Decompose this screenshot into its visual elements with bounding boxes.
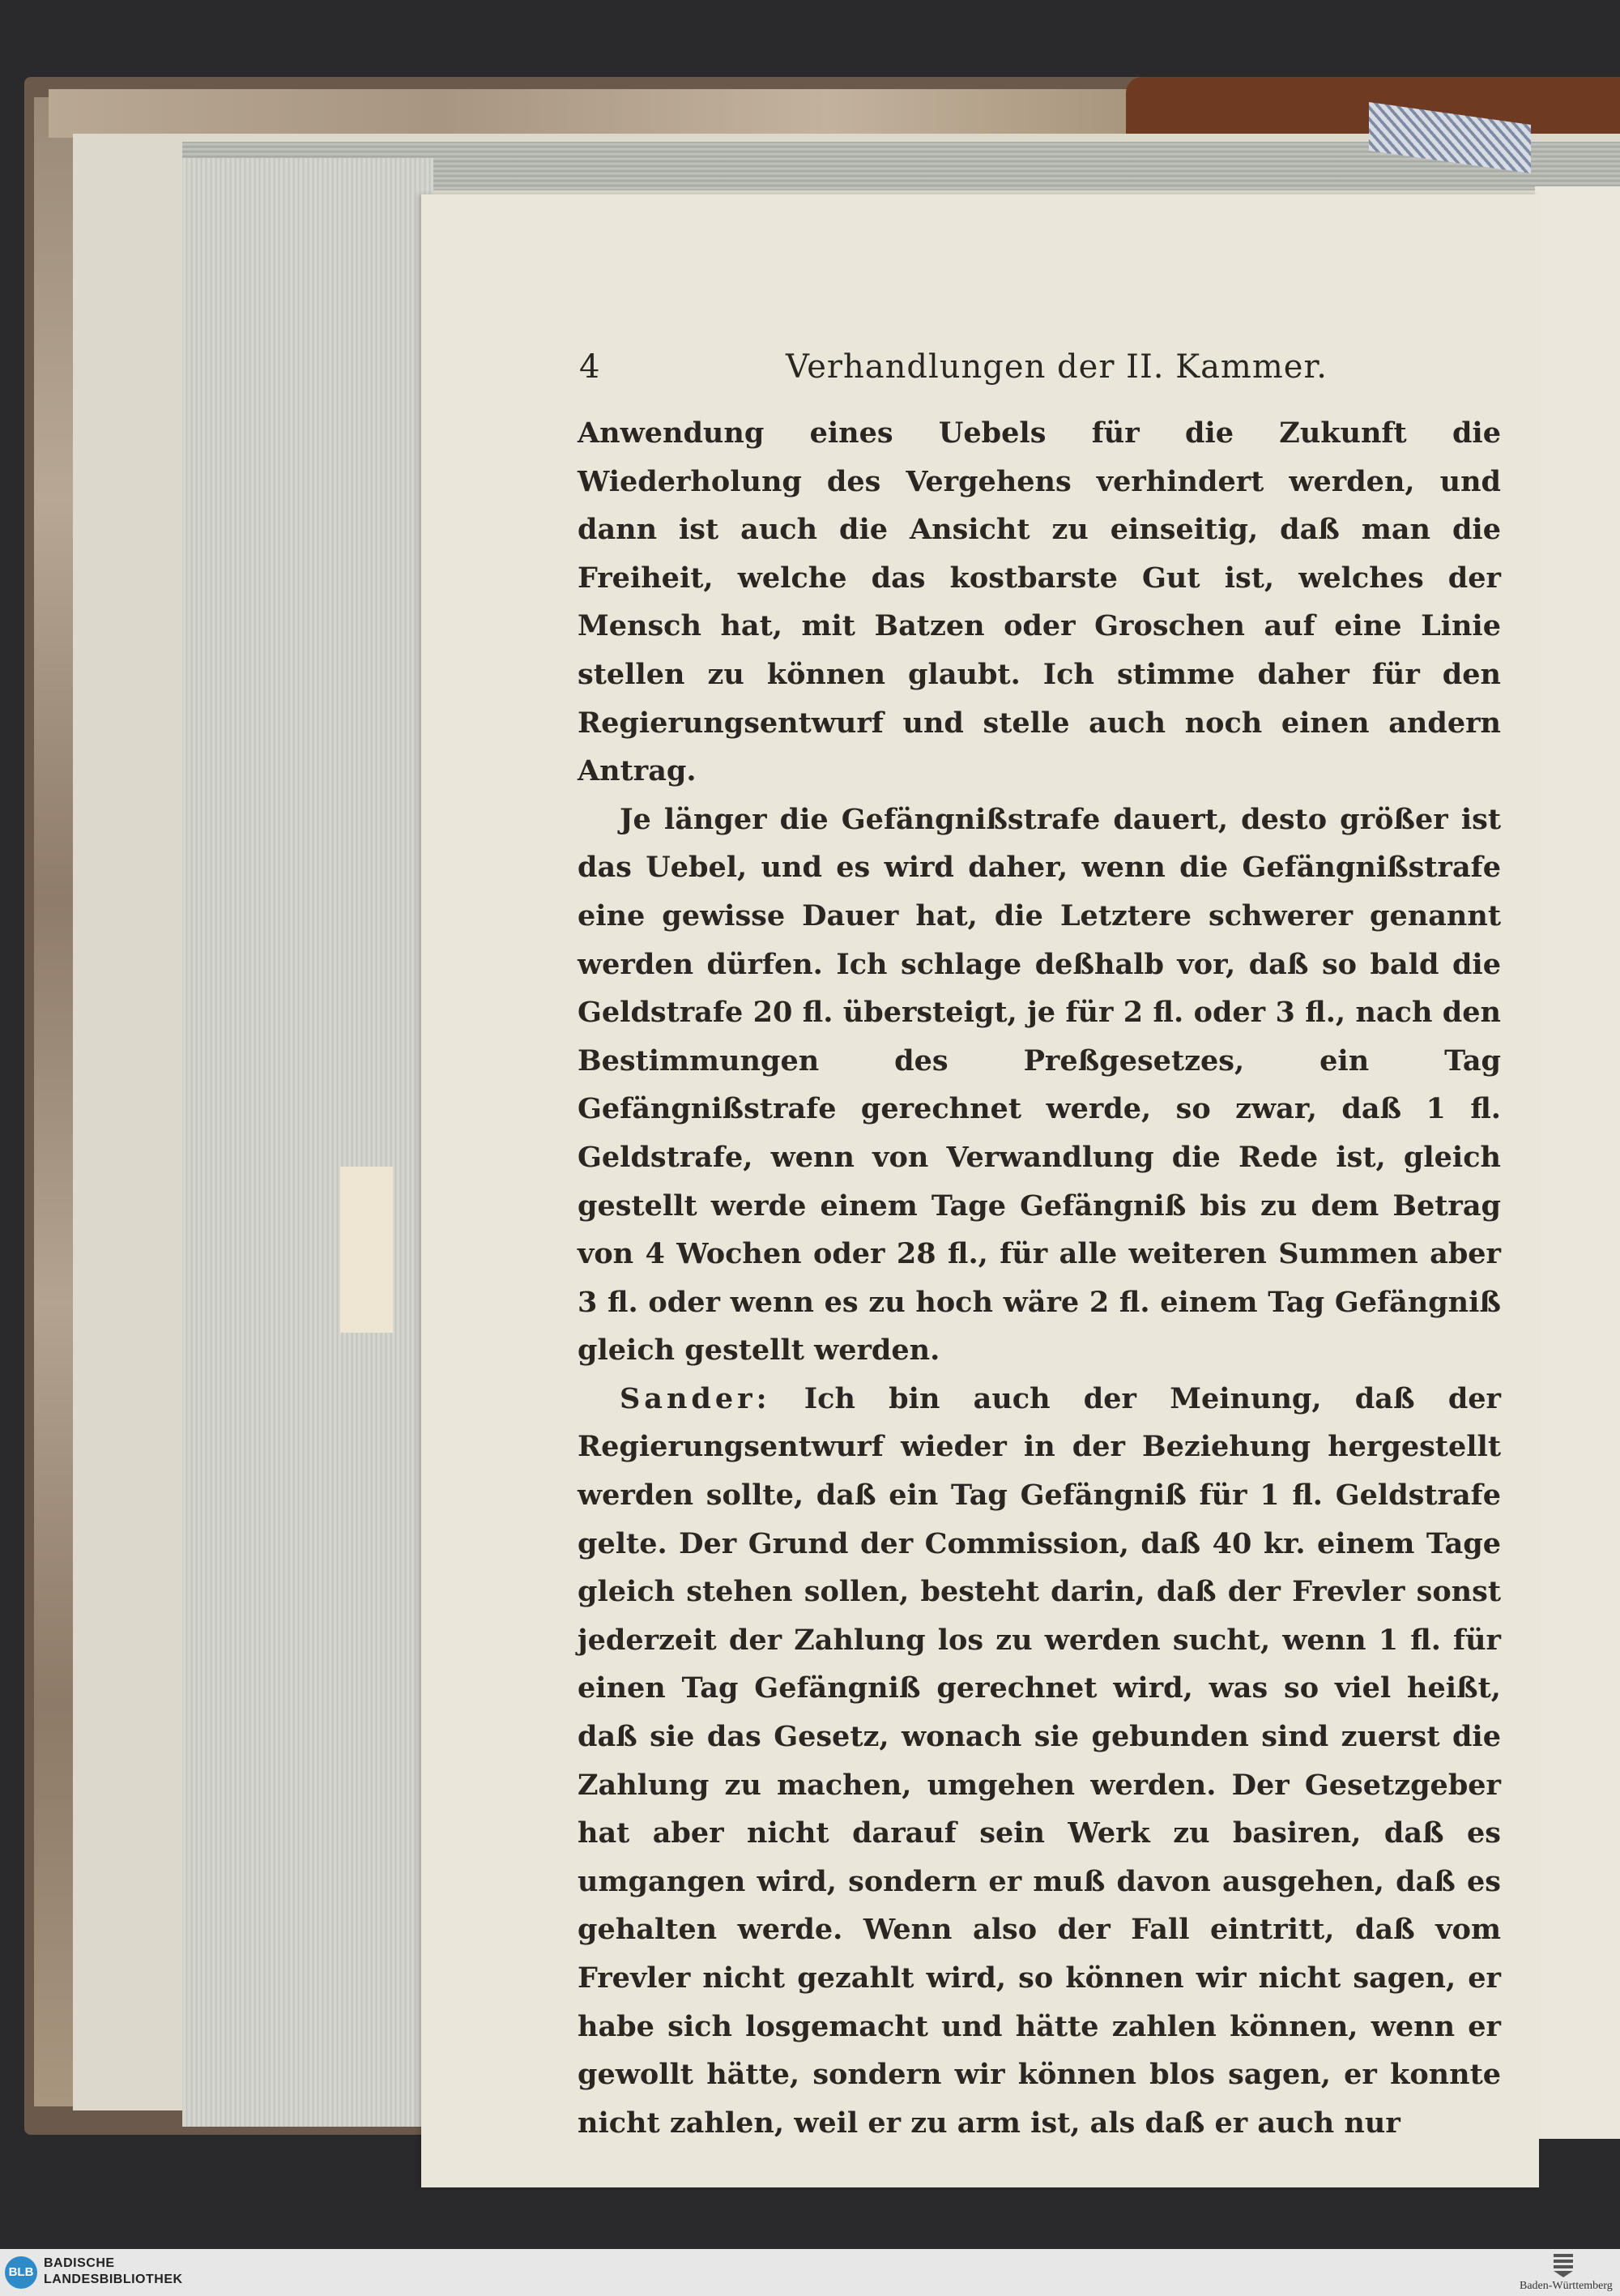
library-name: [44, 2255, 183, 2288]
body-text: [578, 409, 1501, 2147]
book-page: [421, 194, 1539, 2187]
library-line: LANDESBIBLIOTHEK: [44, 2273, 183, 2286]
paragraph-text: Je länger die Gefängnißstrafe dauert, desto größer ist das Uebel, und es wird daher, wenn die Gefängnißstrafe eine gewisse Dauer hat, die Letztere schwerer genannt werden dürfen. Ich schlage deßhalb vor, daß so bald die Geldstrafe 20 fl. übersteigt, je für 2 fl. oder 3 fl., nach den Bestimmungen des Preßgesetzes, ein Tag Gefängnißstrafe gerechnet werde, so zwar, daß 1 fl. Geldstrafe, wenn von Verwandlung die Rede ist, gleich gestellt werde einem Tage Gefängniß bis zu dem Betrag von 4 Wochen oder 28 fl., für alle weiteren Summen aber 3 fl. oder wenn es zu hoch wäre 2 fl. einem Tag Gefängniß gleich gestellt werden.: [578, 802, 1501, 1368]
page-number: 4: [579, 348, 600, 386]
library-line: BADISCHE: [44, 2256, 115, 2270]
region-label: Baden-Württemberg: [1520, 2280, 1613, 2292]
marbled-cover-top: [49, 89, 1215, 138]
paragraph: [578, 796, 1501, 1375]
speaker-name: Sander:: [620, 1381, 771, 1415]
paragraph: [578, 1375, 1501, 2148]
facing-page: [1535, 186, 1620, 2139]
paragraph-text: Anwendung eines Uebels für die Zukunft die Wiederholung des Vergehens verhindert werden, und dann ist auch die Ansicht zu einseitig, daß man die Freiheit, welche das kostbarste Gut ist, welches der Mensch hat, mit Batzen oder Groschen auf eine Linie stellen zu können glaubt. Ich stimme daher für den Regierungsentwurf und stelle auch noch einen andern Antrag.: [578, 416, 1501, 788]
crest-icon: [1551, 2252, 1575, 2278]
running-title: Verhandlungen der II. Kammer.: [786, 348, 1328, 386]
footer-bar: [0, 2249, 1620, 2296]
running-head: [421, 348, 1539, 397]
blb-logo[interactable]: BLB: [5, 2256, 37, 2289]
page-stack-left: [182, 158, 433, 2127]
paragraph: [578, 409, 1501, 796]
paper-slip: [340, 1167, 393, 1333]
paragraph-text: Ich bin auch der Meinung, daß der Regierungsentwurf wieder in der Beziehung hergestellt werden sollte, daß ein Tag Gefängniß für 1 fl. Geldstrafe gelte. Der Grund der Commission, daß 40 kr. einem Tage gleich stehen sollen, besteht darin, daß der Frevler sonst jederzeit der Zahlung los zu werden sucht, wenn 1 fl. für einen Tag Gefängniß gerechnet wird, was so viel heißt, daß sie das Gesetz, wonach sie gebunden sind zuerst die Zahlung zu machen, umgehen werden. Der Gesetzgeber hat aber nicht darauf sein Werk zu basiren, daß es umgangen wird, sondern er muß davon ausgehen, daß es gehalten werde. Wenn also der Fall eintritt, daß vom Frevler nicht gezahlt wird, so können wir nicht sagen, er habe sich losgemacht und hätte zahlen können, wenn er gewollt hätte, sondern wir können blos sagen, er konnte nicht zahlen, weil er zu arm ist, als daß er auch nur: [578, 1381, 1501, 2140]
